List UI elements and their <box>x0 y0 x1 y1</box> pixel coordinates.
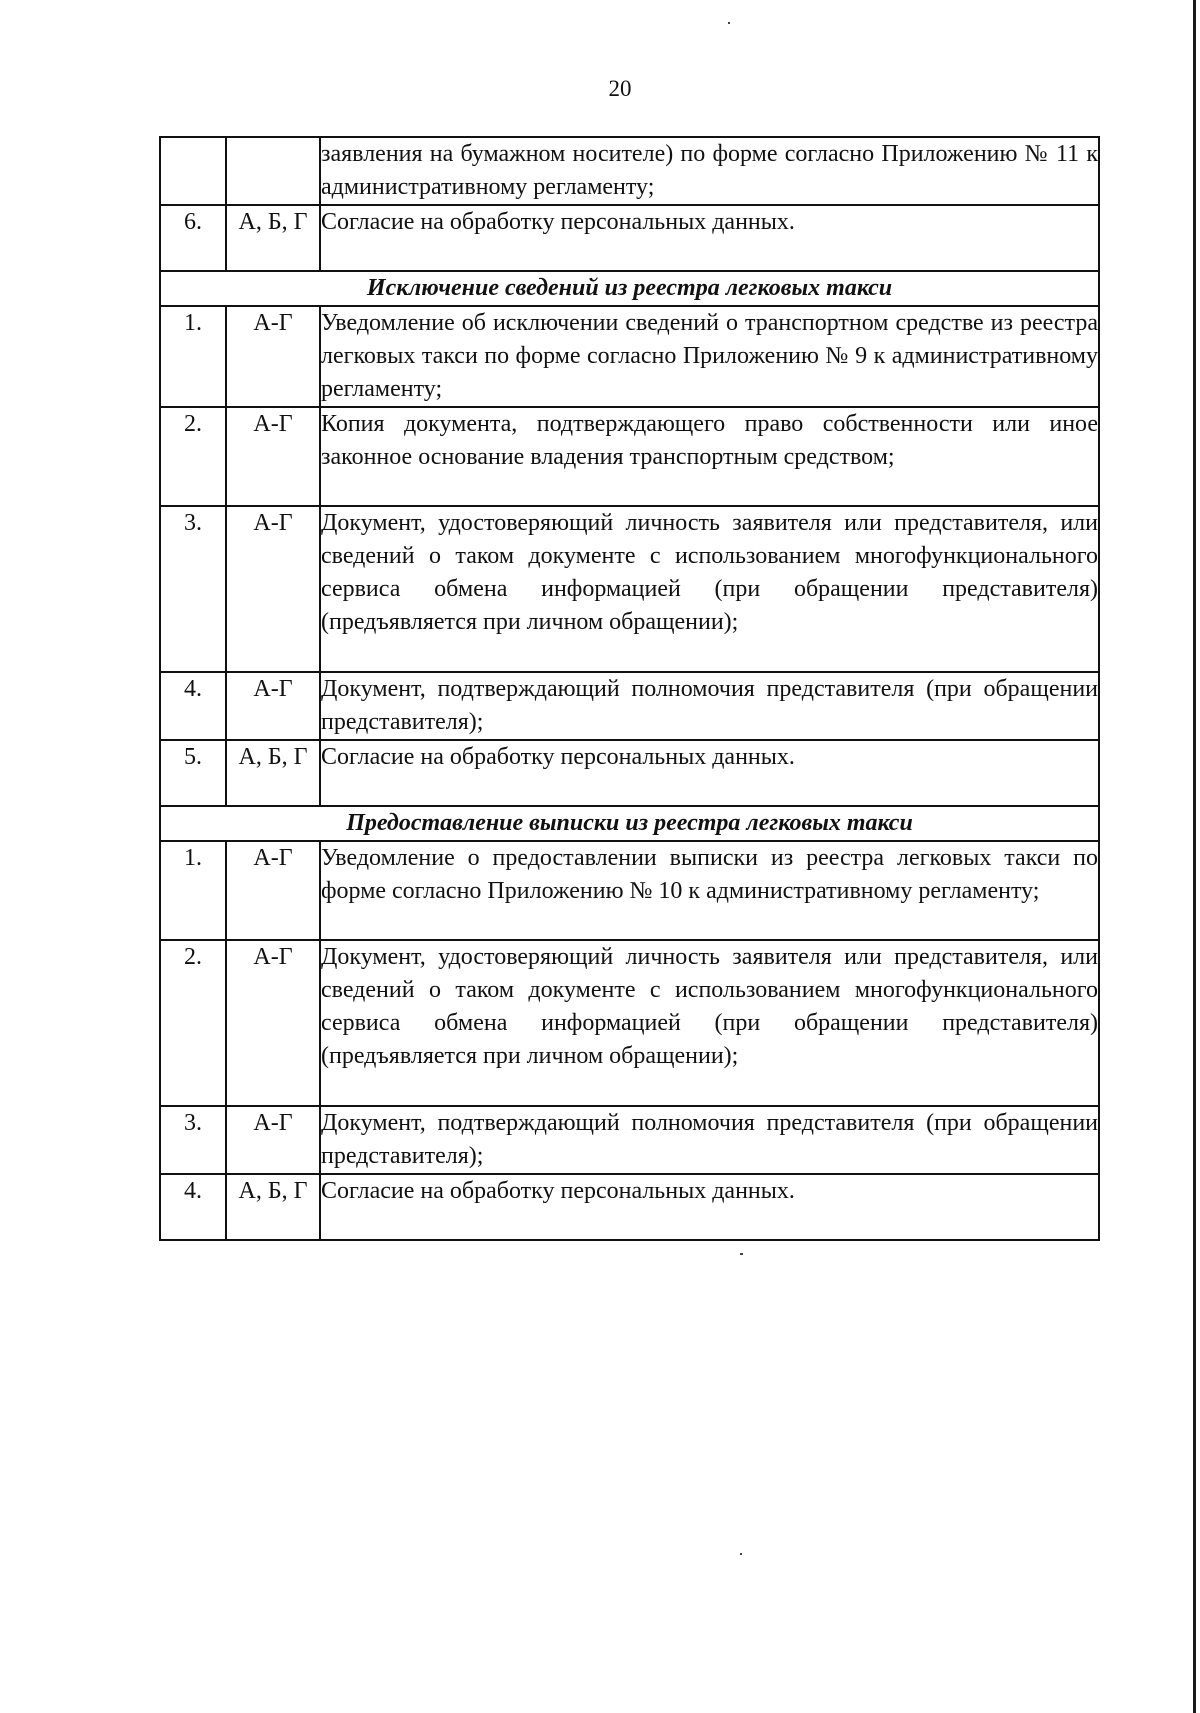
section-title: Исключение сведений из реестра легковых такси <box>160 271 1099 306</box>
row-category: А, Б, Г <box>226 205 320 271</box>
row-number: 6. <box>160 205 226 271</box>
table-row <box>160 1106 1099 1174</box>
table-row <box>160 137 1099 205</box>
documents-table <box>159 136 1100 1241</box>
row-description: Согласие на обработку персональных данных. <box>320 205 1099 271</box>
row-category <box>226 137 320 205</box>
row-number: 5. <box>160 740 226 806</box>
scan-speck <box>740 1253 743 1255</box>
row-number: 4. <box>160 1174 226 1240</box>
table-row <box>160 841 1099 940</box>
scan-speck <box>740 1553 742 1555</box>
row-description: Документ, подтверждающий полномочия представителя (при обращении представителя); <box>320 672 1099 740</box>
row-number: 3. <box>160 1106 226 1174</box>
table-row <box>160 740 1099 806</box>
row-description: заявления на бумажном носителе) по форме согласно Приложению № 11 к административному регламенту; <box>320 137 1099 205</box>
row-description: Согласие на обработку персональных данных. <box>320 1174 1099 1240</box>
table-row <box>160 940 1099 1106</box>
row-category: А-Г <box>226 306 320 407</box>
row-category: А-Г <box>226 1106 320 1174</box>
table-row <box>160 1174 1099 1240</box>
row-description: Уведомление о предоставлении выписки из реестра легковых такси по форме согласно Приложению № 10 к административному регламенту; <box>320 841 1099 940</box>
row-category: А-Г <box>226 672 320 740</box>
section-header-row <box>160 806 1099 841</box>
row-number: 2. <box>160 407 226 506</box>
section-header-row <box>160 271 1099 306</box>
scan-speck <box>728 22 730 24</box>
row-category: А, Б, Г <box>226 1174 320 1240</box>
table-row <box>160 506 1099 672</box>
scan-edge-line <box>1193 0 1196 1713</box>
row-category: А-Г <box>226 407 320 506</box>
table-row <box>160 672 1099 740</box>
row-description: Документ, удостоверяющий личность заявителя или представителя, или сведений о таком документе с использованием многофункционального сервиса обмена информацией (при обращении представителя) (предъявляется при личном обращении); <box>320 940 1099 1106</box>
row-number <box>160 137 226 205</box>
row-category: А-Г <box>226 841 320 940</box>
row-number: 1. <box>160 841 226 940</box>
row-number: 3. <box>160 506 226 672</box>
table-row <box>160 407 1099 506</box>
table-row <box>160 205 1099 271</box>
row-category: А, Б, Г <box>226 740 320 806</box>
section-title: Предоставление выписки из реестра легковых такси <box>160 806 1099 841</box>
row-category: А-Г <box>226 940 320 1106</box>
row-description: Документ, подтверждающий полномочия представителя (при обращении представителя); <box>320 1106 1099 1174</box>
row-description: Документ, удостоверяющий личность заявителя или представителя, или сведений о таком документе с использованием многофункционального сервиса обмена информацией (при обращении представителя) (предъявляется при личном обращении); <box>320 506 1099 672</box>
row-description: Уведомление об исключении сведений о транспортном средстве из реестра легковых такси по форме согласно Приложению № 9 к административному регламенту; <box>320 306 1099 407</box>
row-description: Копия документа, подтверждающего право собственности или иное законное основание владения транспортным средством; <box>320 407 1099 506</box>
row-number: 1. <box>160 306 226 407</box>
page-number: 20 <box>608 76 632 101</box>
table-row <box>160 306 1099 407</box>
row-category: А-Г <box>226 506 320 672</box>
row-number: 4. <box>160 672 226 740</box>
row-description: Согласие на обработку персональных данных. <box>320 740 1099 806</box>
row-number: 2. <box>160 940 226 1106</box>
